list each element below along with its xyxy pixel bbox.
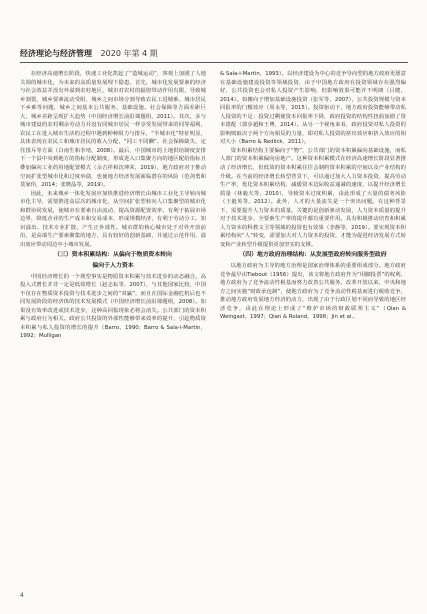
issue-label: 2020 年第 4 期 (100, 49, 158, 58)
left-paragraph-1: 在经济高速增长阶段，快速工业化凯起了“造城运动”，客观上加剧了人地关调的城市化，为未来的高质量发展埋下隐患。首先，城市化发展要素的经济与社会效益并没有外溢到农村地区，城市对农村的辐射带动作用有限，导致城乡割裂，城乡要素流动受阻，城乡之间市场分割导致农民工进城难、城市居民下乡难等问题，城乡之间基本公共服务、基础设施、社会保障等方面差距巨大，城乡差距呈现扩大趋势（中国经济增长前沿课题组，2011）。其次，多与城市建设的农村剩余劳动力并没有同城市居民一样享受发展带来的同等福利，农民工在进入城市生活的过程中遇到种种阻力与排斥，“半城市化”特征明显，具体表现在农民工和城市居民的收入分配、“同工不同酬”、社会保障缺失、定住排斥等方面（白南生和李靖，2008）。最后，中国城市的土地供给制度安排下一个县中央到地方的指标分配制度，形成进入口集聚方向的地区配给指标且叠加偏向工业的用地配置模式（余吉祥和沈坤荣，2019），地方政府对于推动空间扩张型城市化和过度举债，也使地方经济发展面临潜在的风险（范剑勇和莫家伟，2014；张晓晶等，2019）。 (20, 71, 206, 189)
section-heading-3-line-1: （三）资本积累结构：从偏向于物质资本转向 (54, 252, 172, 259)
right-paragraph-2: 资本积累结构主要偏向于“物”，公共部门的资本积累偏向基础设施，而私人部门的资本积累偏向房地产。这种资本积累模式在经济高速增长阶段显著推动了经济增长，但低效的资本积累往往会制约资本积累的空间以及产业结构的升级。在当前的经济增长转型背景下，可以通过加大人力资本投资，提高劳动生产率，优化资本积累结构，减缓资本边际收益递减的速度，以提升经济增长质量（林毅夫等，2010），导致资本过度积累，由此形成了大量的债务风险（王毅英等，2012）。此外，人才的大量流失是一个突出问题。在这种背景下，需要提升人力资本的质量。关键的是创新驱动发展，人力资本质量的提升对于技术进步、全要素生产率的提升都有重要作用。具有积极推动培育和积累人力资本的科教文卫等领域的投资也有效果（李静等，2019）。要实现资本积累结构向“人”转变，需要加大对人力资本的投资，才能为促进经济发展方式转变和产业转型升级提供更加坚实的支撑。 (220, 147, 406, 248)
header-rule (20, 62, 408, 63)
right-paragraph-3: 以地方政府为主导的地方治理是国家治理体系的重要组成部分。地方政府竞争最早由Tiebout（1956）提出，该文将地方政府作为“用脚投票”的权利，地方政府为了竞争流动性税基而努力改善公共服务。改革开放以来，中央和地方之间实施“财政承包制”，使地方政府为了竞争流动性税基而进行税收竞争，推动地方政府发展地方经济的动力，出现了由于行政区划不同而导致的地区经济竞争，由此在理论上形成了“维护市场的财政联邦主义”（Qian & Weingast，1997；Qian & Roland，1998；Jin et al.， (220, 263, 406, 321)
section-heading-4: （四）地方政府治理结构：从发展型政府转向服务型政府 (239, 252, 387, 259)
right-column (220, 70, 406, 590)
journal-title: 经济理论与经济管理 (20, 49, 92, 58)
page-number: 4 (20, 592, 24, 599)
left-paragraph-3: 中国经济增长的一个典型事实是物质资本积累与技术进步的动态融合。高投入式增长并非一定是低效增长（赵志耘等，2007），与其他国家比较，中国不仅存在物质资本投资与技术进步之间的“双赢”，而且在国际金融危机后也不同发展阶段的经济体的技术发展模式（中国经济增长前沿课题组，2008）。如果没有效率改进或技术进步，这种高回报现象必将会消失。公共部门的资本积累与政府行为相关。政府公共投资的外部性能够带来效率的提升，引起物质资本积累与私人投资的增长的提升（Barro，1990；Barro & Sala-i-Martin，1992；Mulligan (20, 273, 206, 340)
running-header (20, 47, 408, 61)
section-heading-3-line-2: 偏向于人力资本 (92, 263, 134, 270)
left-column (20, 70, 206, 590)
right-paragraph-1: & Sala-i-Martin，1993）。以经济建设为中心的竞争导向型的地方政府更愿意在基础设施建设投资等领域投资，由于中国地方政府在投资领域存在强烈偏好，公共投资也会对私人投资产生影响，但影响效果可能并不明朗（吕健，2014）。如摊向于增加基础设施投资（张军等，2007），公共投资规模与资本回报率的门槛效应（周永等，2015）。投资驱动下，地方政府投资能够带动私人投资的不足：投资过剩使资本回报率下降，政府投资的结构性扭曲加剧了资本错配（郭步超和王博，2014）。从另一个视角来看，政府投资对私人投资的影响则取决于两个方向相反的力量，即对私人投资的挤出效应和挤入效应的相对大小（Barro & Redlick，2011）。 (220, 71, 406, 146)
left-paragraph-2: 因此，未来城乡一体化发展应加快推进经济增长由城市工业化主导转向城市化主导，需要推进高层次的城市化，从空间扩张型转向人口集聚型的城市化和群协同发展，使城市在要素自由流动，提高资源配置效率，有利于拓展市场边界，降低企业的生产成本和交易成本，形成规模经济，有利于劳动分工、知识溢出、技术专业扩散，产生正外部性。城市群的核心城市处于对外开放前沿，是高端生产要素聚集的地方，具有较好的创新基础，并通过示范作用、溢出效应带动周边中小城市发展。 (20, 190, 206, 248)
